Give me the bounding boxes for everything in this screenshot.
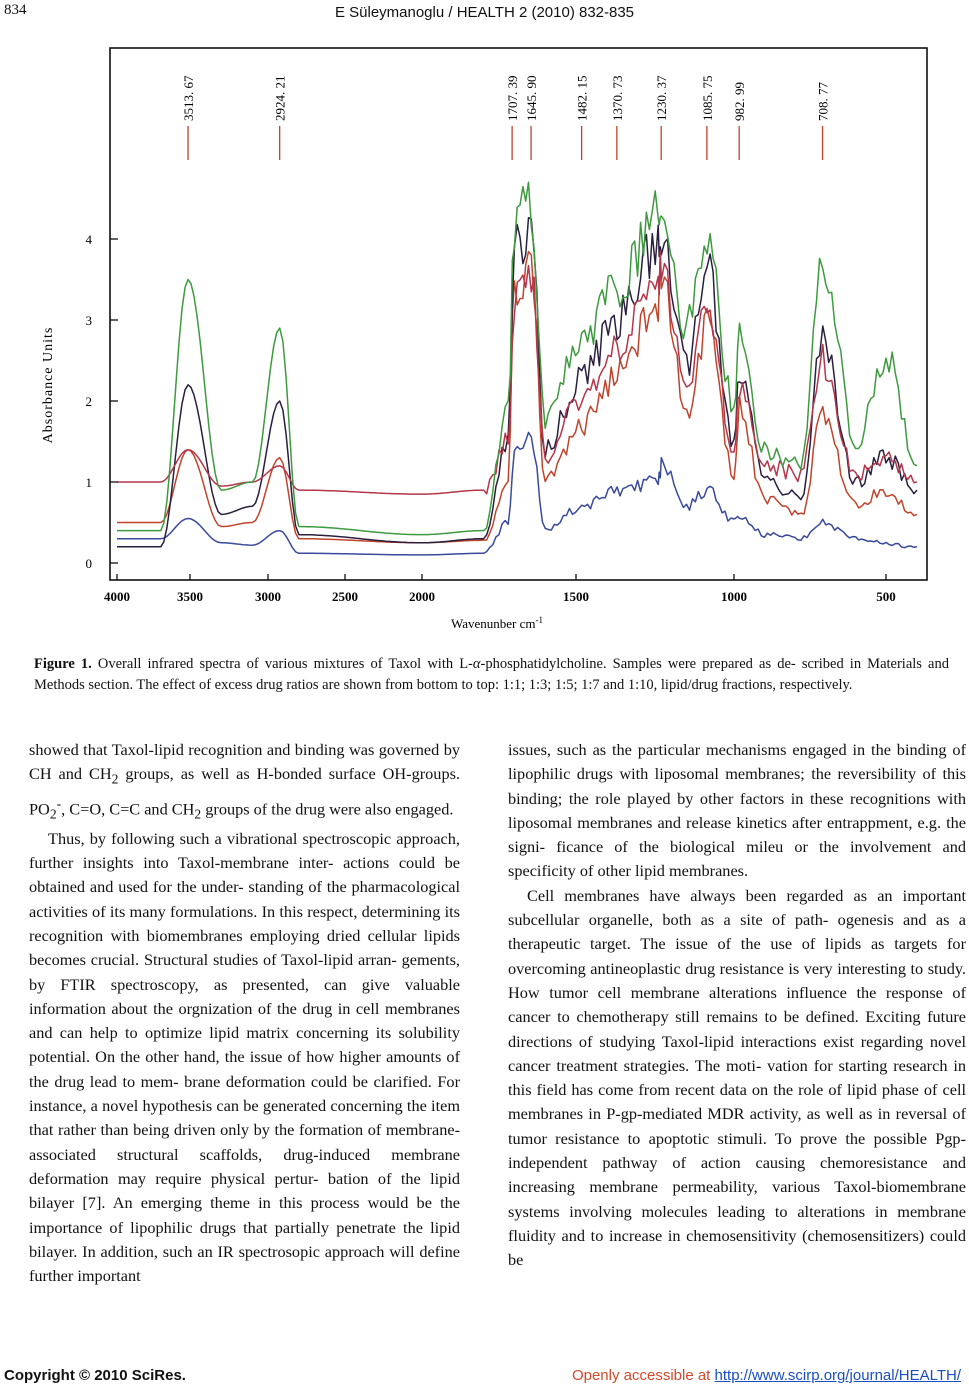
- peak-label: 1645. 90: [524, 75, 540, 121]
- open-access-note: Openly accessible at http://www.scirp.org/journal/HEALTH/: [571, 1367, 961, 1384]
- spectrum-series-line: [117, 218, 917, 547]
- peak-marker: [700, 76, 715, 161]
- x-tick-label: 1000: [721, 589, 747, 604]
- x-tick-label: 2000: [409, 589, 435, 604]
- right-column: [508, 738, 966, 1273]
- peak-label: 1482. 15: [574, 75, 590, 121]
- running-header: E Süleymanoglu / HEALTH 2 (2010) 832-835: [334, 4, 635, 21]
- y-tick-label: 0: [85, 556, 92, 571]
- page-number: 834: [4, 2, 27, 18]
- peak-label: 1085. 75: [699, 75, 715, 121]
- peak-label: 1230. 37: [654, 75, 670, 121]
- y-axis-label: Absorbance Units: [41, 326, 56, 444]
- spectrum-series-line: [117, 432, 917, 555]
- journal-link[interactable]: http://www.scirp.org/journal/HEALTH/: [714, 1367, 961, 1384]
- figure-caption: Figure 1. Overall infrared spectra of various mixtures of Taxol with L-α-phosphatidylcholine. Samples were prepared as de- scribed in Materials and Methods section. The effect of excess drug ratios are shown from bottom to top: 1:1; 1:3; 1:5; 1:7 and 1:10, lipid/drug fractions, respectively.: [34, 656, 949, 693]
- x-tick-label: 500: [876, 589, 896, 604]
- paragraph: showed that Taxol-lipid recognition and binding was governed by CH and $CH_2$ groups, as well as H-bonded surface OH-groups. $PO_2^-$, C=O, C=C and $CH_2$ groups of the drug were also engaged.: [29, 740, 460, 822]
- spectrum-series-line: [117, 252, 917, 543]
- peak-marker: [181, 75, 196, 160]
- peak-label: 1707. 39: [505, 75, 521, 121]
- spectrum-series-line: [117, 251, 917, 494]
- peak-label: 982. 99: [732, 82, 748, 121]
- peak-marker: [610, 76, 625, 161]
- plot-frame: [110, 48, 927, 580]
- ir-spectrum-figure: [0, 0, 969, 645]
- x-tick-label: 4000: [104, 589, 130, 604]
- peak-label: 3513. 67: [181, 75, 197, 121]
- left-column: [29, 738, 460, 1288]
- peak-marker: [654, 75, 669, 160]
- figure-label: Figure 1.: [34, 656, 92, 672]
- paragraph: Cell membranes have always been regarded as an important subcellular organelle, both as a site of path- ogenesis and as a therapeutic target. The issue of the use of lipids as targets for overcoming antineoplastic drug resistance is very interesting to study. How tumor cell membrane alterations influence the response of cancer to chemotherapy still remains to be defined. Exciting future directions of studying Taxol-lipid interactions exist regarding novel cancer treatment strategies. The moti- vation for starting research in this field has come from recent data on the role of lipid phase of cell membranes in P-gp-mediated MDR activity, as well as in reversal of tumor resistance to apoptotic stimuli. To prove the possible Pgp-independent pathway of action causing chemoresistance and increasing membrane permeability, various Taxol-biomembrane systems involving molecules leading to alterations in membrane fluidity and to increase in chemosensitivity (chemosensitizers) could be: [508, 885, 966, 1270]
- y-tick-label: 3: [85, 313, 92, 328]
- spectrum-series-line: [117, 182, 917, 534]
- paragraph: Thus, by following such a vibrational spectroscopic approach, further insights into Taxol-membrane inter- actions could be obtained and used for the under- standing of the pharmacological activities of its many formulations. In this respect, determining its recognition with biomembranes employing dried cellular lipids becomes crucial. Structural studies of Taxol-lipid arran- gements, by FTIR spectroscopy, as presented, can give valuable information about the orgnization of the drug in cell membranes and can help to optimize lipid matrix concerning its solubility potential. On the other hand, the issue of how higher amounts of the drug lead to mem- brane deformation could be clarified. For instance, a novel hypothesis can be generated concerning the item that rather than being driven only by the formation of membrane-associated structural scaffolds, drug-induced membrane deformation may require physical pertur- bation of the lipid bilayer [7]. An emerging theme in this process would be the importance of lipophilic drugs that partially penetrate the lipid bilayer. In addition, such an IR spectrosopic approach will define further important: [29, 828, 460, 1286]
- peak-label: 708. 77: [815, 82, 831, 121]
- y-tick-label: 4: [85, 232, 92, 247]
- peak-label: 2924. 21: [272, 75, 288, 121]
- y-tick-label: 2: [85, 394, 92, 409]
- copyright: Copyright © 2010 SciRes.: [4, 1367, 186, 1384]
- peak-marker: [524, 76, 539, 161]
- x-tick-label: 1500: [563, 589, 589, 604]
- peak-marker: [505, 76, 520, 161]
- x-tick-label: 2500: [332, 589, 358, 604]
- x-axis-label: Wavenunber $cm^{-1}$: [451, 615, 543, 631]
- peak-marker: [273, 76, 288, 161]
- peak-marker: [816, 82, 831, 161]
- peak-marker: [732, 82, 747, 160]
- x-tick-label: 3500: [177, 589, 203, 604]
- y-tick-label: 1: [85, 475, 92, 490]
- peak-label: 1370. 73: [609, 75, 625, 121]
- x-tick-label: 3000: [255, 589, 281, 604]
- paragraph: issues, such as the particular mechanisms engaged in the binding of lipophilic drugs with liposomal membranes; the reversibility of this binding; the role played by other factors in these recognitions with liposomal membranes and release kinetics after entrappment, e.g. the signi- ficance of the biological mileu or the involvement and specificity of other lipid membranes.: [508, 740, 966, 881]
- peak-marker: [575, 76, 590, 161]
